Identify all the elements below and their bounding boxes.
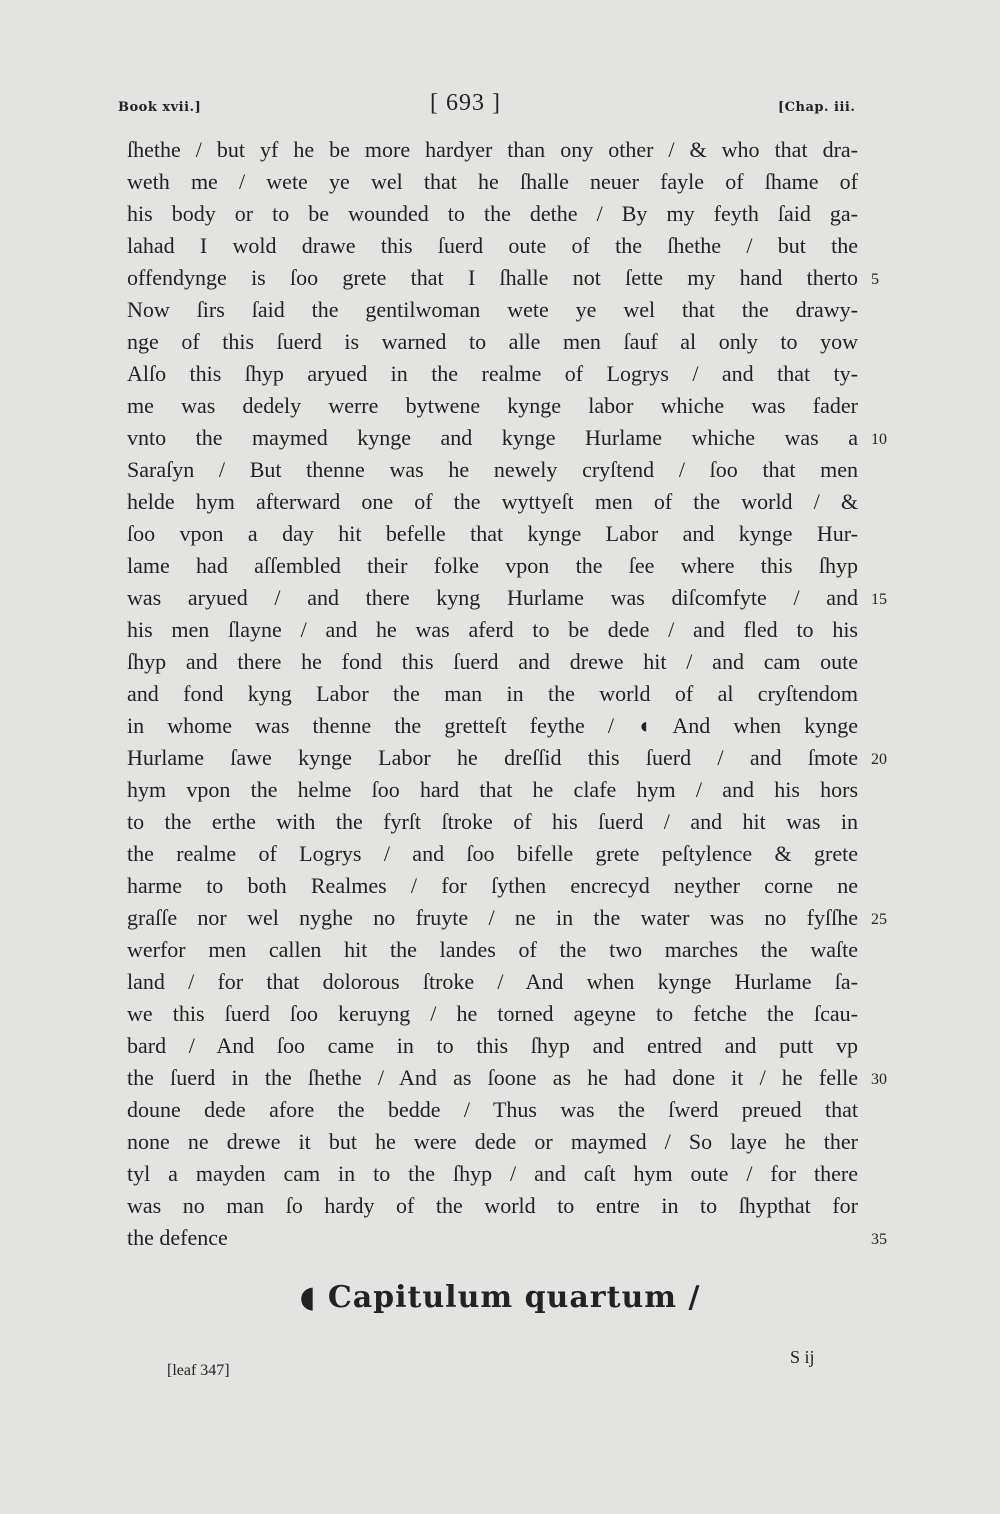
line-number: 30: [871, 1071, 887, 1088]
text-line-content: none ne drewe it but he were dede or maymed / So laye he ther: [127, 1129, 858, 1154]
text-line: [127, 294, 858, 326]
body-text: [127, 134, 887, 1254]
text-line: [127, 646, 858, 678]
text-line-content: me was dedely werre bytwene kynge labor whiche was fader: [127, 393, 858, 418]
text-line-content: lahad I wold drawe this ſuerd oute of the ſhethe / but the: [127, 233, 858, 258]
text-line-content: doune dede afore the bedde / Thus was the ſwerd preued that: [127, 1097, 858, 1122]
text-line-content: helde hym afterward one of the wyttyeſt men of the world / &: [127, 489, 858, 514]
text-line-content: hym vpon the helme ſoo hard that he clafe hym / and his hors: [127, 777, 858, 802]
text-line: [127, 774, 858, 806]
text-line: [127, 230, 858, 262]
text-line: [127, 742, 887, 774]
text-line-content: land / for that dolorous ſtroke / And when kynge Hurlame ſa-: [127, 969, 858, 994]
text-line-content: we this ſuerd ſoo keruyng / he torned ageyne to fetche the ſcau-: [127, 1001, 858, 1026]
text-line: [127, 422, 887, 454]
text-line: [127, 326, 858, 358]
text-line: [127, 486, 858, 518]
book-label: Book xvii.]: [118, 100, 202, 115]
text-line-content: bard / And ſoo came in to this ſhyp and entred and putt vp: [127, 1033, 858, 1058]
text-line: [127, 1190, 858, 1222]
line-number: 5: [871, 271, 879, 288]
text-line-content: werfor men callen hit the landes of the two marches the waſte: [127, 937, 858, 962]
text-line-content: graſſe nor wel nyghe no fruyte / ne in the water was no fyſſhe: [127, 905, 858, 930]
text-line: [127, 614, 858, 646]
line-number: 15: [871, 591, 887, 608]
text-line: [127, 358, 858, 390]
text-line: [127, 1158, 858, 1190]
text-line: [127, 582, 887, 614]
text-line-content: Saraſyn / But thenne was he newely cryſtend / ſoo that men: [127, 457, 858, 482]
leaf-number: [leaf 347]: [167, 1362, 230, 1379]
text-line: [127, 998, 858, 1030]
text-line-content: Hurlame ſawe kynge Labor he dreſſid this ſuerd / and ſmote: [127, 745, 858, 770]
text-line-content: weth me / wete ye wel that he ſhalle neuer fayle of ſhame of: [127, 169, 858, 194]
text-line-content: in whome was thenne the gretteſt feythe / ◖ And when kynge: [127, 713, 858, 738]
text-line-content: to the erthe with the fyrſt ſtroke of his ſuerd / and hit was in: [127, 809, 858, 834]
text-line: [127, 966, 858, 998]
text-line-content: nge of this ſuerd is warned to alle men ſauf al only to yow: [127, 329, 858, 354]
text-line: [127, 134, 858, 166]
text-line: [127, 166, 858, 198]
page-number: [ 693 ]: [430, 90, 501, 116]
text-line-content: ſoo vpon a day hit befelle that kynge Labor and kynge Hur-: [127, 521, 858, 546]
text-line-content: Alſo this ſhyp aryued in the realme of Logrys / and that ty-: [127, 361, 858, 386]
line-number: 35: [871, 1231, 887, 1248]
line-number: 20: [871, 751, 887, 768]
text-line-content: tyl a mayden cam in to the ſhyp / and caſt hym oute / for there: [127, 1161, 858, 1186]
text-line-content: ſhyp and there he fond this ſuerd and drewe hit / and cam oute: [127, 649, 858, 674]
text-line-content: lame had aſſembled their folke vpon the ſee where this ſhyp: [127, 553, 858, 578]
text-line: [127, 710, 858, 742]
text-line: [127, 870, 858, 902]
text-line: [127, 390, 858, 422]
text-line-content: vnto the maymed kynge and kynge Hurlame whiche was a: [127, 425, 858, 450]
text-line: [127, 678, 858, 710]
text-line-content: and fond kyng Labor the man in the world of al cryſtendom: [127, 681, 858, 706]
chapter-heading: [0, 1280, 1000, 1315]
text-line: [127, 454, 858, 486]
paragraph-mark-icon: ◖: [299, 1280, 317, 1315]
line-number: 10: [871, 431, 887, 448]
text-line-content: Now ſirs ſaid the gentilwoman wete ye wel that the drawy-: [127, 297, 858, 322]
running-header: [0, 90, 1000, 126]
text-line: [127, 1030, 858, 1062]
text-line-content: was aryued / and there kyng Hurlame was diſcomfyte / and: [127, 585, 858, 610]
text-line: [127, 1126, 858, 1158]
text-line: [127, 806, 858, 838]
text-line: [127, 1222, 887, 1254]
text-line-content: harme to both Realmes / for ſythen encrecyd neyther corne ne: [127, 873, 858, 898]
line-number: 25: [871, 911, 887, 928]
chapter-label: [Chap. iii.: [778, 100, 856, 115]
text-line: [127, 1062, 887, 1094]
text-line-content: the ſuerd in the ſhethe / And as ſoone as he had done it / he felle: [127, 1065, 858, 1090]
text-line: [127, 262, 879, 294]
text-line: [127, 934, 858, 966]
text-line-content: the realme of Logrys / and ſoo bifelle grete peſtylence & grete: [127, 841, 858, 866]
text-line: [127, 518, 858, 550]
chapter-heading-title: Capitulum quartum /: [327, 1280, 701, 1315]
text-line: [127, 902, 887, 934]
text-line-content: his body or to be wounded to the dethe / By my feyth ſaid ga-: [127, 201, 858, 226]
text-line: [127, 550, 858, 582]
text-line: [127, 838, 858, 870]
text-line-content: ſhethe / but yf he be more hardyer than ony other / & who that dra-: [127, 137, 858, 162]
text-line: [127, 1094, 858, 1126]
text-line: [127, 198, 858, 230]
signature-mark: S ij: [790, 1347, 815, 1367]
text-line-content: the defence: [127, 1225, 228, 1250]
text-line-content: offendynge is ſoo grete that I ſhalle not ſette my hand therto: [127, 265, 858, 290]
text-line-content: was no man ſo hardy of the world to entre in to ſhypthat for: [127, 1193, 858, 1218]
text-line-content: his men ſlayne / and he was aferd to be dede / and fled to his: [127, 617, 858, 642]
